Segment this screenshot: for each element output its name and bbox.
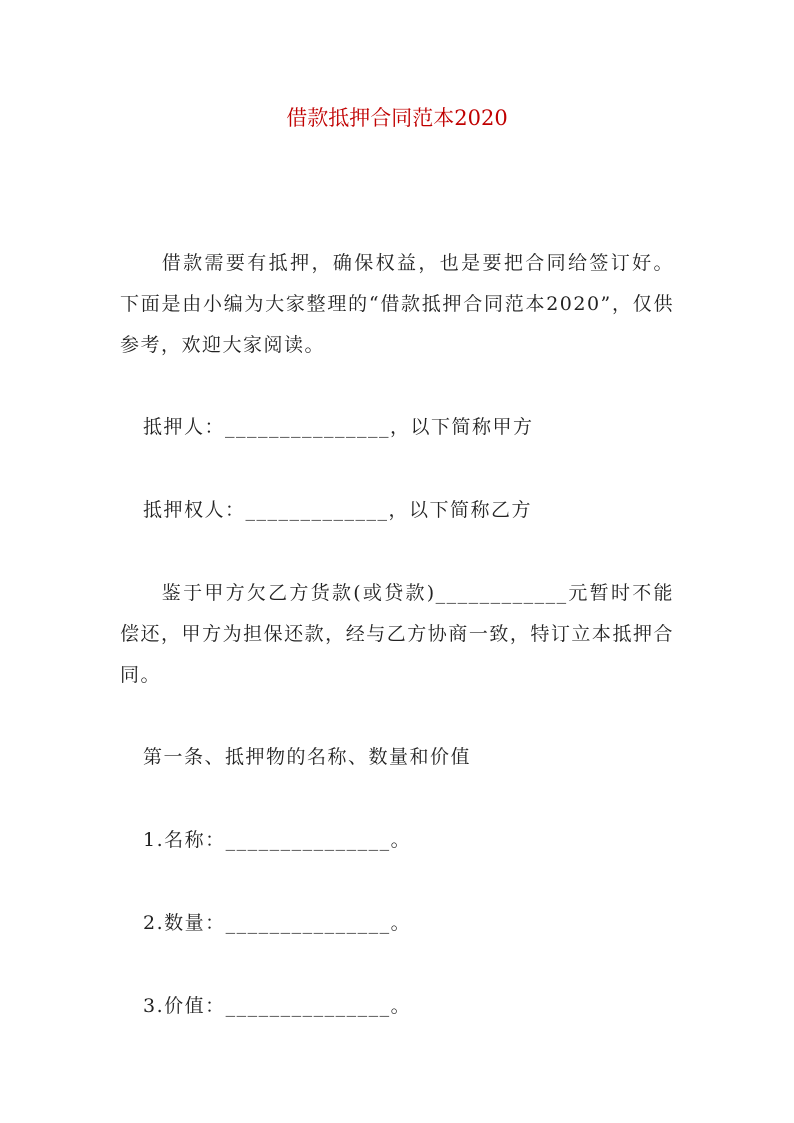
mortgagor-line: 抵押人：_______________，以下简称甲方 bbox=[143, 416, 534, 438]
document-title: 借款抵押合同范本2020 bbox=[286, 106, 508, 130]
mortgagee-line: 抵押权人：_____________，以下简称乙方 bbox=[143, 499, 533, 521]
item-value-line: 3.价值：_______________。 bbox=[143, 995, 412, 1017]
item-quantity-line: 2.数量：_______________。 bbox=[143, 912, 412, 934]
item-name-line: 1.名称：_______________。 bbox=[143, 829, 412, 851]
intro-paragraph: 借款需要有抵押，确保权益，也是要把合同给签订好。下面是由小编为大家整理的“借款抵押合同范本2020”，仅供参考，欢迎大家阅读。 bbox=[120, 252, 674, 356]
whereas-paragraph: 鉴于甲方欠乙方货款(或贷款)____________元暂时不能偿还，甲方为担保还款，经与乙方协商一致，特订立本抵押合同。 bbox=[120, 582, 674, 686]
article-1-heading: 第一条、抵押物的名称、数量和价值 bbox=[143, 746, 472, 768]
